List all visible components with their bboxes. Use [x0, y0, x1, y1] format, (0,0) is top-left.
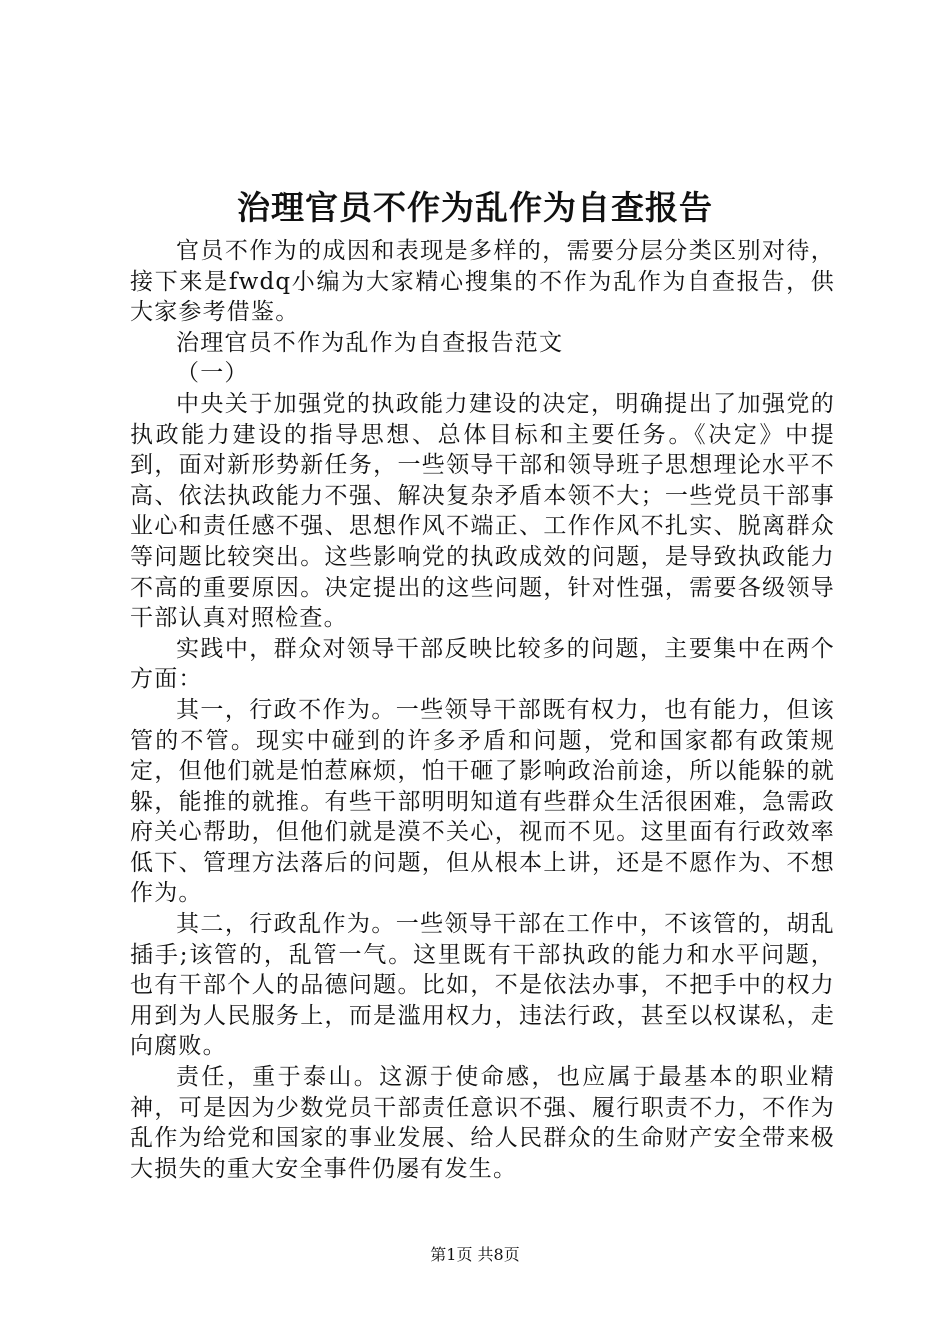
document-body: [130, 236, 835, 1184]
section-number: （一）: [176, 360, 249, 387]
section-heading: 治理官员不作为乱作为自查报告范文: [176, 329, 564, 356]
body-paragraph: 实践中，群众对领导干部反映比较多的问题，主要集中在两个方面：: [130, 635, 835, 693]
body-paragraph: 其二，行政乱作为。一些领导干部在工作中，不该管的，胡乱插手;该管的，乱管一气。这里既有干部执政的能力和水平问题，也有干部个人的品德问题。比如，不是依法办事，不把手中的权力用到为人民服务上，而是滥用权力，违法行政，甚至以权谋私，走向腐败。: [130, 911, 835, 1060]
document-title: 治理官员不作为乱作为自查报告: [237, 188, 713, 227]
body-paragraph: 其一，行政不作为。一些领导干部既有权力，也有能力，但该管的不管。现实中碰到的许多矛盾和问题，党和国家都有政策规定，但他们就是怕惹麻烦，怕干砸了影响政治前途，所以能躲的就躲，能推的就推。有些干部明明知道有些群众生活很困难，急需政府关心帮助，但他们就是漠不关心，视而不见。这里面有行政效率低下、管理方法落后的问题，但从根本上讲，还是不愿作为、不想作为。: [130, 696, 835, 907]
intro-paragraph: 官员不作为的成因和表现是多样的，需要分层分类区别对待，接下来是fwdq小编为大家精心搜集的不作为乱作为自查报告，供大家参考借鉴。: [130, 238, 835, 326]
body-paragraph: 中央关于加强党的执政能力建设的决定，明确提出了加强党的执政能力建设的指导思想、总体目标和主要任务。《决定》中提到，面对新形势新任务，一些领导干部和领导班子思想理论水平不高、依法执政能力不强、解决复杂矛盾本领不大；一些党员干部事业心和责任感不强、思想作风不端正、工作作风不扎实、脱离群众等问题比较突出。这些影响党的执政成效的问题，是导致执政能力不高的重要原因。决定提出的这些问题，针对性强，需要各级领导干部认真对照检查。: [130, 390, 835, 632]
page-footer: 第1页 共8页: [430, 1245, 520, 1264]
body-paragraph: 责任，重于泰山。这源于使命感，也应属于最基本的职业精神，可是因为少数党员干部责任意识不强、履行职责不力，不作为乱作为给党和国家的事业发展、给人民群众的生命财产安全带来极大损失的重大安全事件仍屡有发生。: [130, 1064, 835, 1182]
